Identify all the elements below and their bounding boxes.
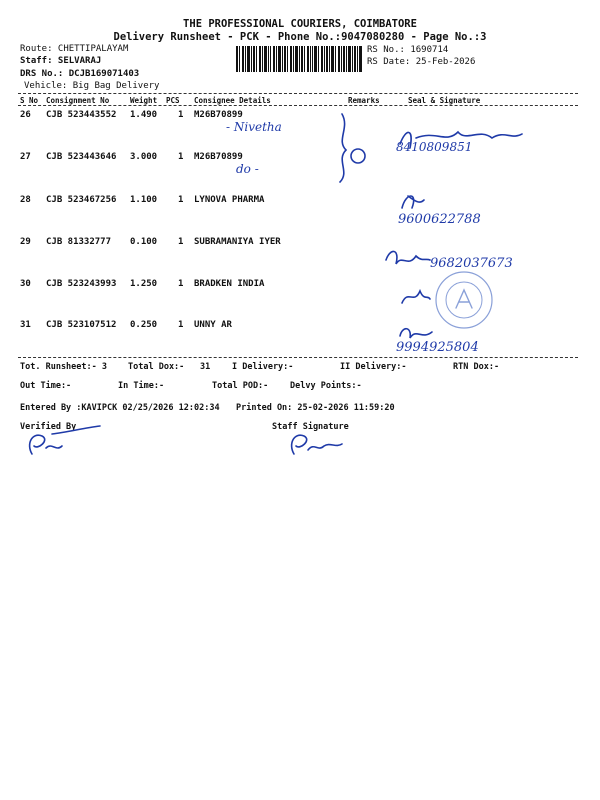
handwritten-ditto: do - [236,162,259,176]
staff-signature [286,428,346,458]
col-header-consignment: Consignment No [46,96,110,105]
row-sno: 29 [20,237,31,247]
remarks-bracket-mark [330,110,370,190]
i-delivery-label: I Delivery:- [232,362,294,372]
handwritten-phone-31: 9994925804 [396,340,479,355]
row-consignment: CJB 523443552 [46,110,117,120]
staff-signature-label: Staff Signature [272,422,349,432]
row-pcs: 1 [178,279,184,289]
verified-by-label: Verified By [20,422,77,432]
col-header-pcs: PCS [166,96,180,105]
row-sno: 27 [20,152,31,162]
row-consignment: CJB 523443646 [46,152,117,162]
row-pcs: 1 [178,110,184,120]
col-header-consignee: Consignee Details [194,96,271,105]
rs-number: RS No.: 1690714 [367,45,449,55]
rs-date: RS Date: 25-Feb-2026 [367,57,476,67]
total-runsheet: Tot. Runsheet:- 3 [20,362,107,372]
row-sno: 31 [20,320,31,330]
total-dox-label: Total Dox:- [128,362,185,372]
runsheet-subtitle: Delivery Runsheet - PCK - Phone No.:9047080280 - Page No.:3 [113,31,487,43]
row-consignment: CJB 523243993 [46,279,117,289]
header-bottom-rule [18,105,578,106]
row-consignee: BRADKEN INDIA [194,279,265,289]
row-consignee: LYNOVA PHARMA [194,195,265,205]
row-weight: 1.100 [130,195,158,205]
row-consignee: SUBRAMANIYA IYER [194,237,281,247]
in-time-label: In Time:- [118,381,165,391]
handwritten-consignee-name: - Nivetha [226,120,282,134]
total-pod-label: Total POD:- [212,381,269,391]
company-title: THE PROFESSIONAL COURIERS, COIMBATORE [183,18,417,30]
vehicle-label: Vehicle: Big Bag Delivery [24,81,160,91]
col-header-remarks: Remarks [348,96,380,105]
row-sno: 26 [20,110,31,120]
handwritten-phone-26: 8410809851 [396,140,473,154]
row-sno: 28 [20,195,31,205]
company-seal [432,268,496,332]
row-weight: 1.250 [130,279,158,289]
col-header-seal: Seal & Signature [408,96,481,105]
row-pcs: 1 [178,195,184,205]
row-consignee: M26B70899 [194,110,243,120]
col-header-weight: Weight [130,96,158,105]
row-consignment: CJB 81332777 [46,237,112,247]
row-pcs: 1 [178,152,184,162]
route-label: Route: CHETTIPALAYAM [20,44,129,54]
row-weight: 3.000 [130,152,158,162]
handwritten-phone-28: 9600622788 [398,212,481,227]
col-header-sno: S No [20,96,39,105]
header-top-rule [18,93,578,94]
totals-top-rule [18,357,578,358]
row-weight: 1.490 [130,110,158,120]
row-sno: 30 [20,279,31,289]
row-consignment: CJB 523107512 [46,320,117,330]
signature-row-28 [398,190,428,212]
row-consignee: UNNY AR [194,320,232,330]
row-weight: 0.100 [130,237,158,247]
row-consignee: M26B70899 [194,152,243,162]
staff-label: Staff: SELVARAJ [20,56,102,66]
entered-by: Entered By :KAVIPCK 02/25/2026 12:02:34 [20,403,220,413]
total-dox-value: 31 [200,362,211,372]
handwritten-phone-29: 9682037673 [430,256,513,271]
barcode [236,46,362,72]
rtn-dox-label: RTN Dox:- [453,362,500,372]
row-weight: 0.250 [130,320,158,330]
signature-row-29 [382,246,432,274]
ii-delivery-label: II Delivery:- [340,362,407,372]
delvy-points-label: Delvy Points:- [290,381,362,391]
drs-number: DRS No.: DCJB169071403 [20,69,140,79]
printed-on: Printed On: 25-02-2026 11:59:20 [236,403,395,413]
row-consignment: CJB 523467256 [46,195,117,205]
signature-row-30 [398,285,432,309]
row-pcs: 1 [178,237,184,247]
row-pcs: 1 [178,320,184,330]
verifier-signature [22,424,102,458]
out-time-label: Out Time:- [20,381,72,391]
